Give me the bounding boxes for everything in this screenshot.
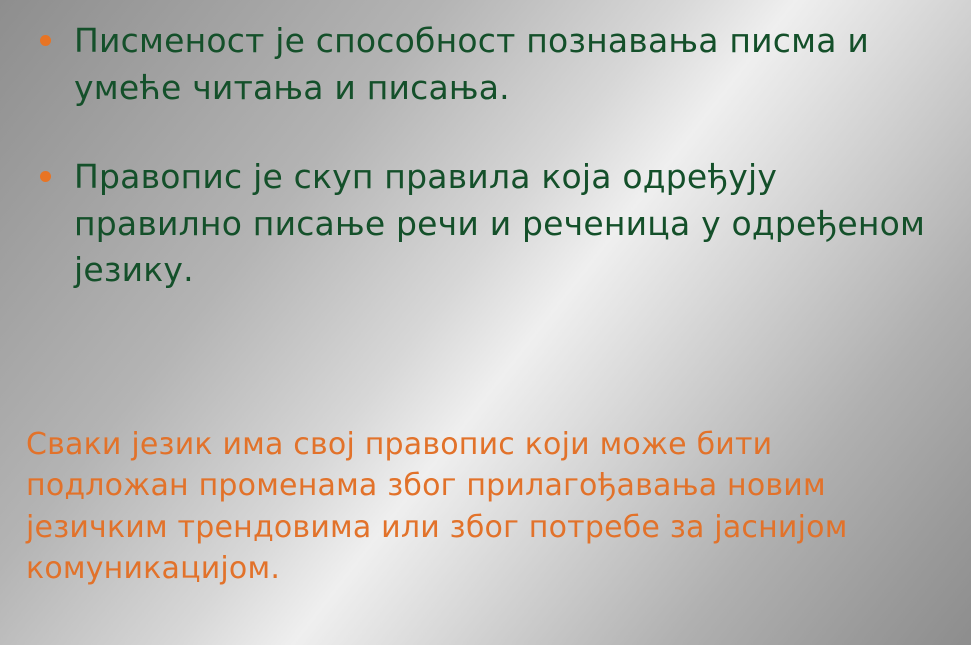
body-paragraph: Сваки језик има свој правопис који може бити подложан променама због прилагођавања новим језичким трендовима или због потребе за јаснијом комуникацијом. <box>26 427 848 587</box>
bullet-item-text: Писменост је способност познавања писма и умеће читања и писања. <box>74 21 869 107</box>
list-item <box>26 18 946 112</box>
bullet-item-text: Правопис је скуп правила која одређују правилно писање речи и реченица у одређеном језику. <box>74 156 926 290</box>
list-item <box>26 154 946 295</box>
bullet-list <box>26 18 946 336</box>
bullet-dot-icon <box>40 35 51 46</box>
bullet-dot-icon <box>40 171 51 182</box>
